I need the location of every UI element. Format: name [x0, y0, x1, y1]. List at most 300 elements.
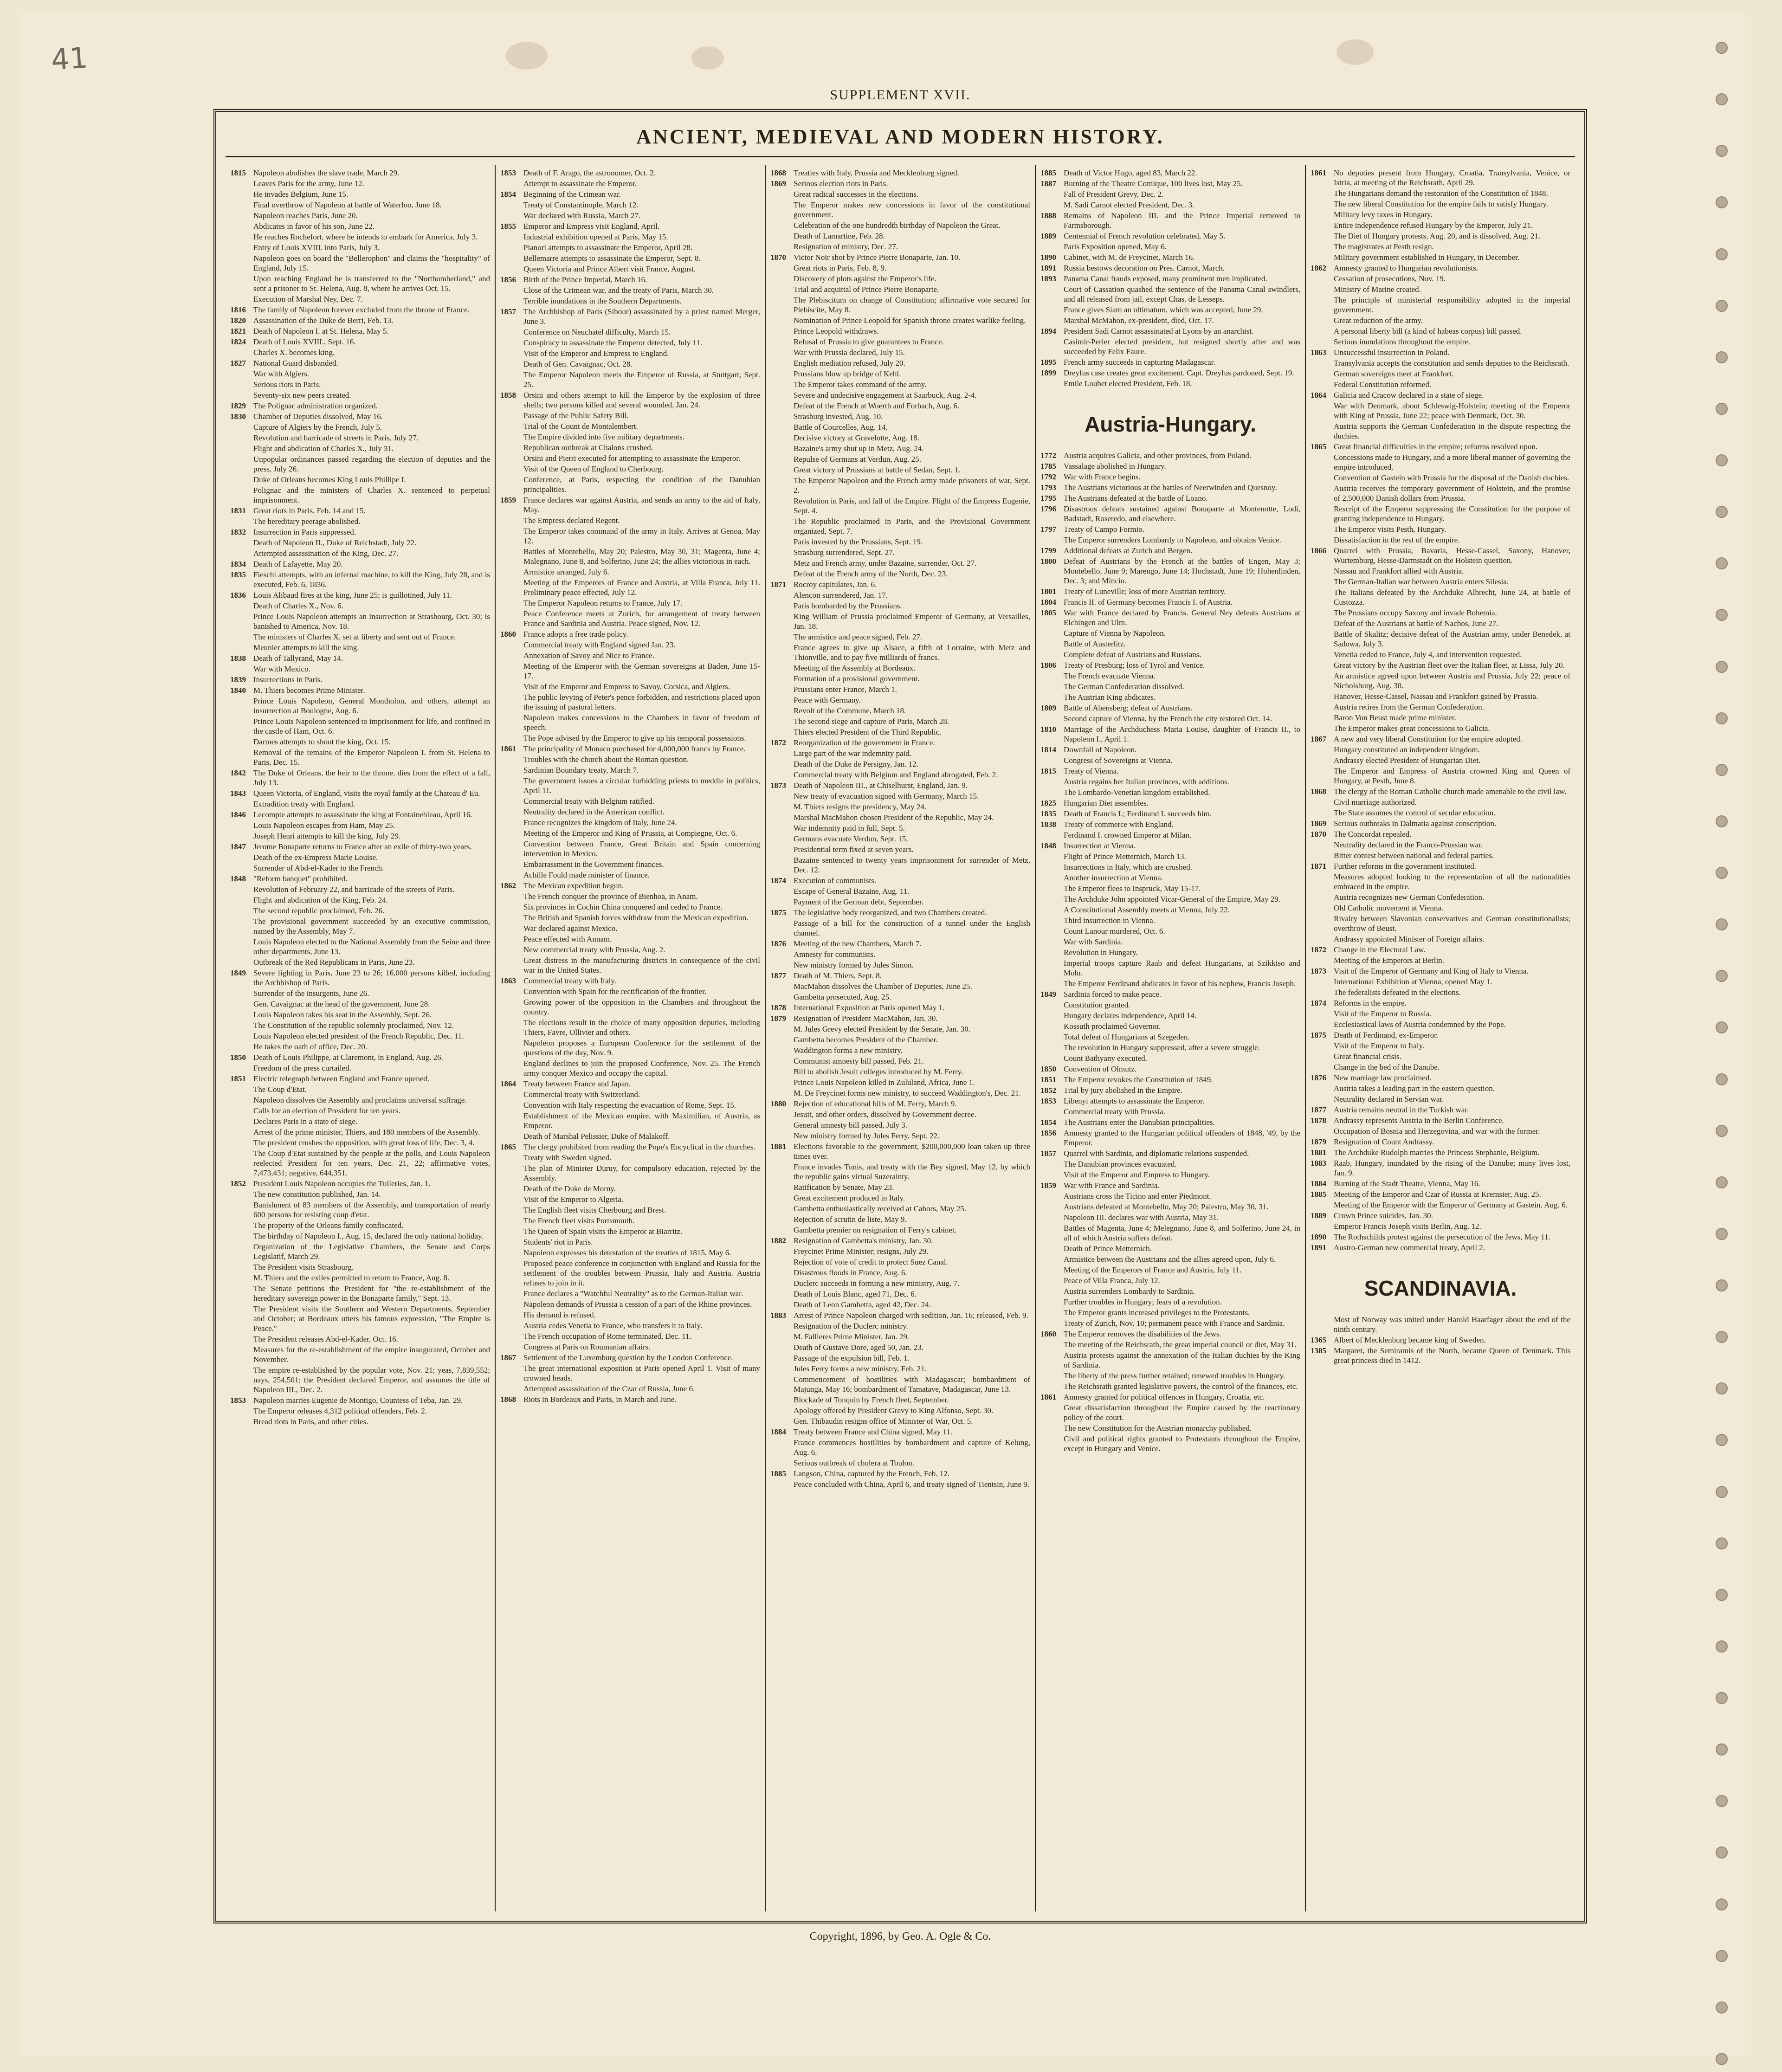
entry-year: 1893 [1040, 274, 1056, 283]
history-entry [1040, 884, 1300, 893]
history-entry [230, 369, 490, 379]
history-entry [500, 828, 760, 838]
history-entry [500, 1342, 760, 1352]
entry-year [1040, 1021, 1064, 1031]
entry-year [500, 1237, 523, 1247]
history-entry [1311, 702, 1570, 712]
entry-text: Death of the Duke de Persigny, Jan. 12. [794, 760, 918, 768]
history-entry [770, 263, 1030, 273]
entry-year: 1867 [500, 1353, 516, 1362]
entry-year [1311, 629, 1334, 649]
entry-text: Congress at Paris on Roumanian affairs. [523, 1343, 651, 1351]
entry-text: The Rothschilds protest against the persecution of the Jews, May 11. [1334, 1233, 1550, 1241]
history-entry [1311, 1062, 1570, 1072]
entry-year [1040, 1286, 1064, 1296]
entry-year: 1385 [1311, 1346, 1326, 1355]
entry-year: 1874 [770, 876, 786, 885]
entry-year [500, 567, 523, 577]
history-entry [230, 1074, 490, 1084]
history-entry [1311, 691, 1570, 701]
entry-year [1311, 337, 1334, 347]
history-entry [1040, 179, 1300, 188]
entry-year: 1873 [1311, 967, 1326, 975]
binding-hole [1716, 1795, 1728, 1807]
binding-hole [1716, 506, 1728, 518]
entry-text: Old Catholic movement at Vienna. [1334, 904, 1444, 912]
entry-year [770, 601, 794, 611]
entry-text: Neutrality declared in the Franco-Prussian war. [1334, 840, 1483, 849]
entry-year [230, 1220, 253, 1230]
entry-year [1311, 484, 1334, 503]
entry-year [1040, 926, 1064, 936]
entry-text: Bill to abolish Jesuit colleges introduced by M. Ferry. [794, 1067, 963, 1076]
history-entry [230, 326, 490, 336]
history-entry [1311, 1073, 1570, 1083]
entry-text: Republican outbreak at Chalons crushed. [523, 443, 653, 452]
history-entry [500, 859, 760, 869]
entry-text: Surrender of Abd-el-Kader to the French. [253, 864, 384, 872]
binding-hole [1716, 1486, 1728, 1498]
entry-text: National Guard disbanded. [253, 359, 338, 368]
entry-year: 1899 [1040, 368, 1056, 377]
history-entry [1040, 1213, 1300, 1222]
page-title: ANCIENT, MEDIEVAL AND MODERN HISTORY. [636, 125, 1164, 148]
binding-hole [1716, 2053, 1728, 2065]
entry-year [500, 796, 523, 806]
entry-year: 1862 [500, 881, 516, 890]
entry-year [1040, 1276, 1064, 1285]
entry-year [500, 839, 523, 858]
entry-year [1311, 851, 1334, 860]
history-entry [230, 937, 490, 956]
entry-year [230, 1042, 253, 1052]
entry-text: A new and very liberal Constitution for the empire adopted. [1334, 735, 1523, 743]
history-entry [770, 897, 1030, 907]
history-entry [1040, 1371, 1300, 1381]
entry-text: M. Thiers becomes Prime Minister. [253, 686, 365, 695]
entry-year [1311, 1200, 1334, 1210]
history-entry [770, 706, 1030, 716]
entry-text: Conference on Neuchatel difficulty, March 15. [523, 328, 671, 336]
entry-text: Discovery of plots against the Emperor's life. [794, 274, 936, 283]
entry-text: The government issues a circular forbidding priests to meddle in politics, April 11. [523, 776, 760, 795]
entry-text: Convention of Olmutz. [1064, 1065, 1137, 1073]
entry-year [770, 716, 794, 726]
history-entry [770, 168, 1030, 178]
entry-year: 1876 [770, 939, 786, 948]
entry-year [1311, 691, 1334, 701]
history-entry [500, 285, 760, 295]
history-entry [1040, 1011, 1300, 1020]
history-entry [230, 788, 490, 798]
entry-text: The French fleet visits Portsmouth. [523, 1216, 635, 1225]
entry-text: The Archduke John appointed Vicar-General of the Empire, May 29. [1064, 895, 1281, 904]
history-entry [1311, 587, 1570, 607]
entry-text: The Diet of Hungary protests, Aug. 20, and is dissolved, Aug. 21. [1334, 232, 1541, 240]
entry-year [770, 949, 794, 959]
entry-year [500, 349, 523, 358]
entry-text: Hungarian Diet assembles. [1064, 799, 1149, 807]
entry-year [230, 1189, 253, 1199]
entry-year [1311, 452, 1334, 472]
history-entry [1040, 284, 1300, 304]
entry-text: Reforms in the empire. [1334, 999, 1407, 1007]
entry-year [500, 902, 523, 912]
history-entry [770, 939, 1030, 949]
entry-text: Great riots in Paris, Feb. 14 and 15. [253, 506, 366, 515]
entry-year [500, 411, 523, 420]
entry-text: Conference, at Paris, respecting the condition of the Danubian principalities. [523, 475, 760, 494]
entry-text: Treaty with Sweden signed. [523, 1153, 612, 1162]
history-entry [1311, 829, 1570, 839]
entry-year [1040, 242, 1064, 252]
entry-year [500, 651, 523, 660]
entry-year: 1854 [1040, 1118, 1056, 1127]
entry-year [770, 1056, 794, 1066]
entry-text: Civil and political rights granted to Protestants throughout the Empire, except in Hungary and Venice. [1064, 1434, 1300, 1453]
entry-year [770, 1278, 794, 1288]
entry-text: Great riots in Paris, Feb. 8, 9. [794, 264, 887, 272]
entry-year [500, 661, 523, 681]
entry-year [1040, 1032, 1064, 1042]
history-entry [770, 876, 1030, 885]
entry-text: The second republic proclaimed, Feb. 26. [253, 906, 385, 915]
history-entry [1311, 577, 1570, 587]
history-entry [1311, 1335, 1570, 1345]
history-entry [770, 295, 1030, 315]
history-entry [770, 886, 1030, 896]
entry-text: France commences hostilities by bombardment and capture of Kelung, Aug. 6. [794, 1438, 1030, 1457]
entry-year [230, 937, 253, 956]
history-entry [1040, 189, 1300, 199]
entry-year [500, 609, 523, 628]
history-entry [230, 211, 490, 220]
entry-text: Treaty between France and Japan. [523, 1079, 631, 1088]
entry-year [500, 913, 523, 923]
entry-text: Most of Norway was united under Harold Haarfager about the end of the ninth century. [1334, 1315, 1570, 1334]
entry-year: 1850 [230, 1053, 246, 1062]
history-entry [1311, 1041, 1570, 1051]
entry-year: 1793 [1040, 483, 1056, 492]
entry-year [770, 695, 794, 705]
history-entry [500, 232, 760, 242]
entry-year [230, 189, 253, 199]
entry-year: 1834 [230, 560, 246, 568]
entry-year [230, 1334, 253, 1344]
entry-year [230, 444, 253, 453]
entry-text: Austria acquires Galicia, and other provinces, from Poland. [1064, 451, 1252, 460]
entry-text: Paris invested by the Prussians, Sept. 19. [794, 537, 923, 546]
entry-year: 1830 [230, 412, 246, 421]
entry-year [1040, 905, 1064, 915]
history-entry [770, 1046, 1030, 1055]
binding-hole [1716, 42, 1728, 54]
history-entry [500, 495, 760, 515]
history-entry [1040, 820, 1300, 829]
history-entry [770, 569, 1030, 579]
entry-year [1040, 650, 1064, 659]
entry-year: 1847 [230, 842, 246, 851]
entry-year [230, 348, 253, 357]
history-entry [1311, 1179, 1570, 1188]
entry-year [770, 284, 794, 294]
history-entry [770, 716, 1030, 726]
history-entry [1311, 629, 1570, 649]
entry-year [500, 516, 523, 525]
entry-year [770, 401, 794, 411]
entry-year [770, 380, 794, 389]
entry-text: Thiers elected President of the Third Republic. [794, 728, 942, 736]
entry-year [770, 1110, 794, 1119]
entry-text: Nassau and Frankfort allied with Austria. [1334, 567, 1464, 575]
entry-text: The Emperor Napoleon returns to France, July 17. [523, 599, 683, 607]
entry-year [230, 1095, 253, 1105]
entry-year [1311, 1062, 1334, 1072]
entry-text: Attempted assassination of the King, Dec. 27. [253, 549, 399, 558]
history-entry [770, 908, 1030, 917]
entry-year: 1889 [1311, 1211, 1326, 1220]
history-entry [230, 1284, 490, 1303]
history-entry [1040, 1223, 1300, 1243]
history-entry [1040, 745, 1300, 755]
entry-text: The second siege and capture of Paris, March 28. [794, 717, 949, 726]
entry-text: Commercial treaty with Italy. [523, 976, 616, 985]
history-entry [1311, 914, 1570, 933]
entry-text: Darmes attempts to shoot the king, Oct. 15. [253, 737, 391, 746]
history-entry [1040, 274, 1300, 284]
entry-text: Treaty of Constantinople, March 12. [523, 200, 639, 209]
entry-text: Further troubles in Hungary; fears of a revolution. [1064, 1297, 1222, 1306]
history-entry [1040, 916, 1300, 925]
binding-hole [1716, 712, 1728, 724]
entry-year [500, 1038, 523, 1058]
entry-text: The Empress declared Regent. [523, 516, 620, 525]
entry-text: The Prussians occupy Saxony and invade Bohemia. [1334, 608, 1497, 617]
history-entry [1040, 1043, 1300, 1052]
history-entry [770, 834, 1030, 844]
entry-text: Insurrections in Paris. [253, 675, 323, 684]
entry-text: The Emperor makes great concessions to Galicia. [1334, 724, 1490, 733]
entry-text: Charles X. becomes king. [253, 348, 335, 357]
entry-text: Treaty of commerce with England. [1064, 820, 1174, 829]
entry-text: Declares Paris in a state of siege. [253, 1117, 358, 1126]
entry-year [1040, 1403, 1064, 1422]
entry-year [770, 886, 794, 896]
entry-text: Calls for an election of President for ten years. [253, 1106, 400, 1115]
entry-text: Quarrel with Sardinia, and diplomatic relations suspended. [1064, 1149, 1249, 1158]
entry-text: Upon reaching England he is transferred to the "Northumberland," and sent a prisoner to St. Helena, Aug. 8, where he arrives Oct. 15. [253, 274, 490, 293]
history-entry [500, 1331, 760, 1341]
entry-text: The Emperor makes new concessions in favor of the constitutional government. [794, 200, 1030, 219]
history-entry [770, 179, 1030, 188]
entry-text: Napoleon marries Eugenie de Montigo, Countess of Teba, Jan. 29. [253, 1396, 463, 1405]
entry-text: Industrial exhibition opened at Paris, May 15. [523, 232, 668, 241]
history-entry [1311, 1105, 1570, 1115]
history-entry [1040, 1286, 1300, 1296]
entry-year: 1884 [1311, 1179, 1326, 1188]
entry-text: Passage of the Public Safety Bill. [523, 411, 629, 420]
history-entry [230, 1042, 490, 1052]
history-entry [1040, 357, 1300, 367]
entry-year [1311, 358, 1334, 368]
entry-year: 1852 [1040, 1086, 1056, 1095]
history-entry [1040, 926, 1300, 936]
history-entry [500, 934, 760, 944]
entry-year [1040, 1340, 1064, 1349]
entry-text: Sardinia forced to make peace. [1064, 990, 1162, 999]
history-entry [1040, 1064, 1300, 1074]
entry-year [1311, 577, 1334, 587]
entry-text: The Emperor Ferdinand abdicates in favor of his nephew, Francis Joseph. [1064, 979, 1296, 988]
binding-hole [1716, 1073, 1728, 1085]
entry-text: Execution of communists. [794, 876, 877, 885]
entry-year [500, 211, 523, 220]
entry-text: Additional defeats at Zurich and Bergen. [1064, 546, 1193, 555]
history-entry [1040, 1032, 1300, 1042]
entry-text: Federal Constitution reformed. [1334, 380, 1432, 389]
entry-text: Organization of the Legislative Chambers, the Senate and Corps Legislatif, March 29. [253, 1242, 490, 1261]
history-entry [230, 475, 490, 484]
history-entry [230, 601, 490, 611]
entry-text: Death of Gustave Dore, aged 50, Jan. 23. [794, 1343, 923, 1352]
entry-text: Victor Noir shot by Prince Pierre Bonaparte, Jan. 10. [794, 253, 961, 262]
history-entry [1040, 1085, 1300, 1095]
entry-year [500, 692, 523, 712]
entry-text: Convention of Gastein with Prussia for the disposal of the Danish duchies. [1334, 473, 1569, 482]
entry-year: 1883 [770, 1311, 786, 1320]
entry-text: Cessation of prosecutions, Nov. 19. [1334, 274, 1446, 283]
entry-year [500, 253, 523, 263]
history-entry [500, 567, 760, 577]
history-entry [500, 526, 760, 546]
history-entry [770, 738, 1030, 748]
entry-year [500, 200, 523, 210]
entry-text: Death of Gen. Cavaignac, Oct. 28. [523, 360, 633, 368]
entry-text: Outbreak of the Red Republicans in Paris, June 23. [253, 958, 415, 967]
history-entry [500, 1153, 760, 1162]
entry-text: The family of Napoleon forever excluded from the throne of France. [253, 305, 470, 314]
entry-text: The elections result in the choice of many opposition deputies, including Thiers, Favre, Ollivier and others. [523, 1018, 760, 1037]
history-entry [500, 296, 760, 306]
entry-year [770, 1024, 794, 1034]
entry-year: 1870 [1311, 830, 1326, 839]
entry-year: 1887 [1040, 179, 1056, 188]
entry-text: Insurrection in Paris suppressed. [253, 528, 356, 536]
entry-year: 1799 [1040, 546, 1056, 555]
history-entry [500, 275, 760, 284]
entry-year: 1866 [1311, 546, 1326, 555]
entry-year [1311, 210, 1334, 219]
history-entry [1040, 852, 1300, 861]
entry-text: Vassalage abolished in Hungary. [1064, 462, 1166, 471]
entry-year: 1888 [1040, 211, 1056, 220]
entry-year [1311, 326, 1334, 336]
entry-text: The Austrians defeated at the battle of Loano. [1064, 494, 1208, 503]
history-column [226, 165, 496, 1911]
entry-year [1040, 884, 1064, 893]
entry-text: Louis Napoleon takes his seat in the Assembly, Sept. 26. [253, 1010, 432, 1019]
entry-text: Amnesty for communists. [794, 950, 876, 959]
entry-year [1311, 369, 1334, 379]
entry-year: 1885 [770, 1469, 786, 1478]
history-entry [770, 1278, 1030, 1288]
entry-text: New treaty of evacuation signed with Germany, March 15. [794, 792, 979, 800]
entry-text: Convention with Italy respecting the evacuation of Rome, Sept. 15. [523, 1101, 736, 1110]
entry-text: War declared against Mexico. [523, 924, 618, 933]
entry-text: Serious election riots in Paris. [794, 179, 888, 188]
history-entry [230, 1365, 490, 1394]
entry-text: Jules Ferry forms a new ministry, Feb. 21. [794, 1364, 927, 1373]
entry-year [1040, 862, 1064, 872]
entry-year [1040, 337, 1064, 356]
history-entry [230, 401, 490, 411]
entry-year [1040, 1011, 1064, 1020]
entry-year [1311, 401, 1334, 420]
history-entry [500, 1289, 760, 1298]
history-entry [1311, 734, 1570, 744]
history-entry [770, 326, 1030, 336]
entry-text: Meeting of the Assembly at Bordeaux. [794, 664, 916, 672]
entry-year [770, 1193, 794, 1203]
entry-year [1040, 1159, 1064, 1169]
history-entry [770, 1427, 1030, 1437]
entry-year [1040, 1000, 1064, 1010]
entry-text: Military levy taxes in Hungary. [1334, 210, 1433, 219]
history-entry [1040, 337, 1300, 356]
entry-year [1040, 894, 1064, 904]
history-entry [500, 1353, 760, 1362]
entry-year: 1852 [230, 1179, 246, 1188]
entry-year [1040, 1423, 1064, 1433]
history-entry [1040, 1000, 1300, 1010]
history-entry [1040, 587, 1300, 596]
entry-text: The Coup d'Etat. [253, 1085, 307, 1094]
binding-hole [1716, 1279, 1728, 1291]
history-entry [230, 716, 490, 736]
history-entry [500, 923, 760, 933]
entry-year [1040, 535, 1064, 545]
entry-year: 1872 [770, 738, 786, 747]
entry-text: Insurrection at Vienna. [1064, 841, 1136, 850]
entry-text: Revolt of the Commune, March 18. [794, 706, 906, 715]
entry-year [770, 444, 794, 453]
entry-text: Bazaine's army shut up in Metz, Aug. 24. [794, 444, 924, 453]
entry-year: 1785 [1040, 462, 1056, 471]
history-entry [1040, 1381, 1300, 1391]
entry-year: 1871 [1311, 862, 1326, 871]
entry-text: Concessions made to Hungary, and a more liberal manner of governing the empire introduced. [1334, 453, 1570, 471]
history-entry [1040, 798, 1300, 808]
history-entry [230, 1117, 490, 1126]
entry-text: General amnesty bill passed, July 3. [794, 1121, 908, 1130]
entry-text: Prince Louis Napoleon, General Montholon, and others, attempt an insurrection at Boulogne, Aug. 6. [253, 697, 490, 715]
entry-text: Entry of Louis XVIII. into Paris, July 3. [253, 243, 380, 252]
entry-year [1311, 421, 1334, 441]
entry-year [500, 1184, 523, 1194]
history-entry [500, 807, 760, 817]
entry-year: 1848 [230, 874, 246, 883]
history-entry [770, 749, 1030, 758]
entry-text: Celebration of the one hundredth birthday of Napoleon the Great. [794, 221, 1001, 230]
history-entry [1040, 937, 1300, 947]
history-entry [500, 976, 760, 986]
entry-text: Neutrality declared in the American conflict. [523, 807, 665, 816]
entry-text: The French evacuate Vienna. [1064, 671, 1156, 680]
history-entry [1040, 1053, 1300, 1063]
entry-text: Napoleon abolishes the slave trade, March 29. [253, 168, 400, 177]
entry-text: Langson, China, captured by the French, Feb. 12. [794, 1469, 950, 1478]
entry-year [770, 791, 794, 801]
